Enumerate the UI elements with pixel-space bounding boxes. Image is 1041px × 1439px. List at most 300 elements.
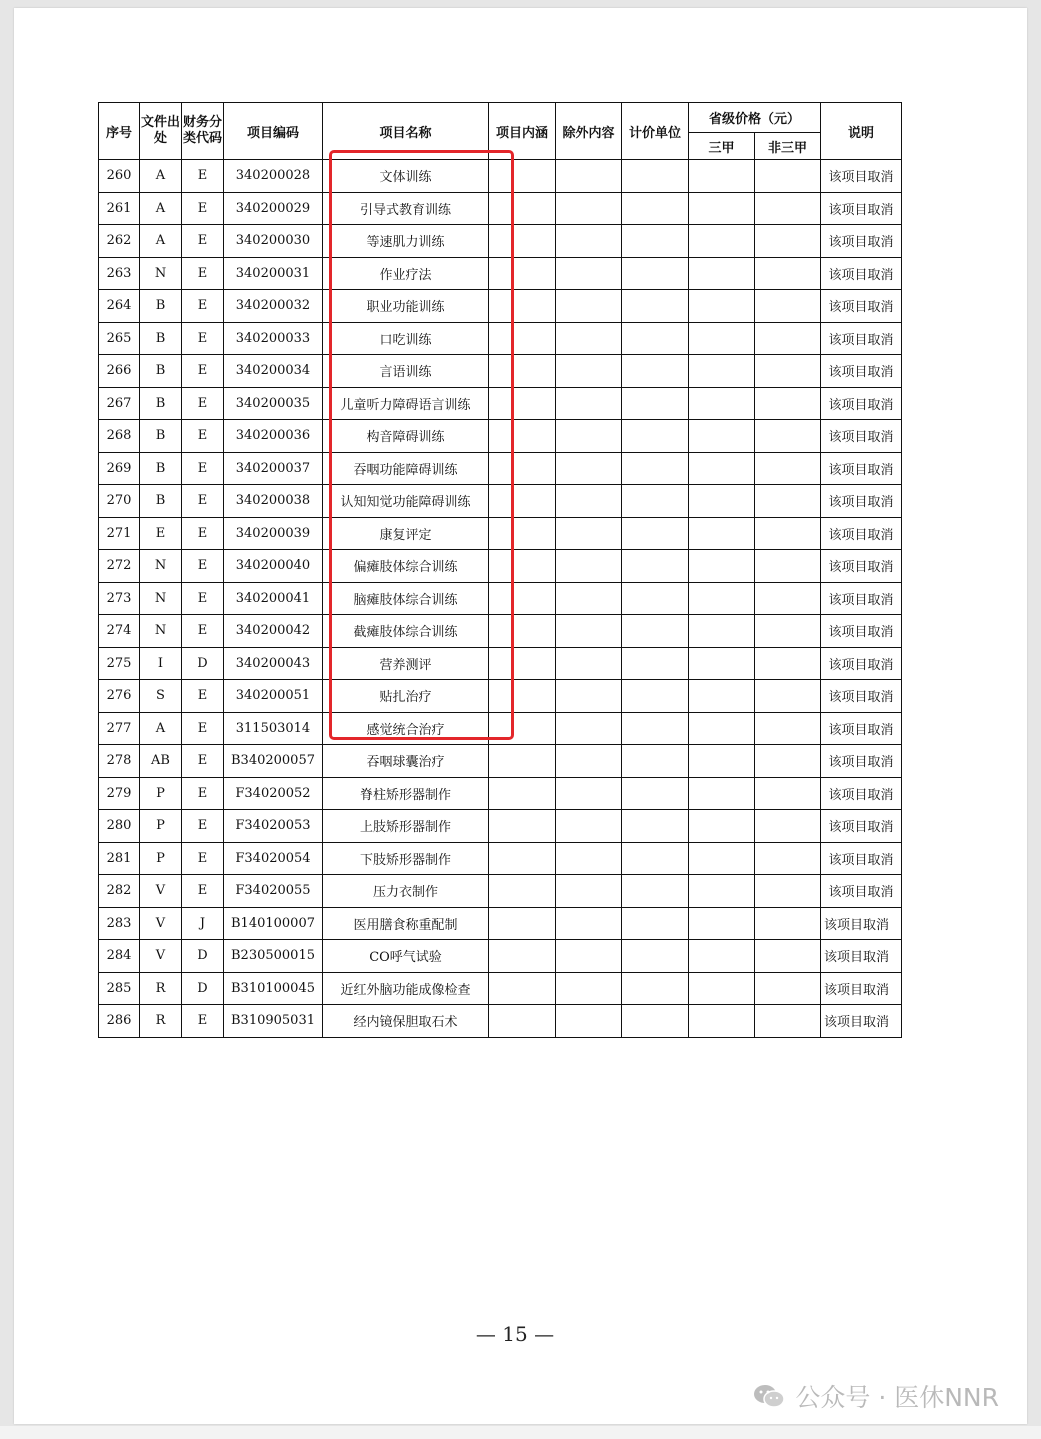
source-cell: I — [140, 647, 182, 680]
seq-cell: 262 — [99, 225, 140, 258]
note-cell: 该项目取消 — [821, 972, 902, 1005]
item-code-cell: 340200037 — [224, 452, 323, 485]
table-row — [99, 842, 902, 875]
finance-code-cell: E — [182, 680, 224, 713]
note-cell: 该项目取消 — [821, 485, 902, 518]
exclusions-cell — [556, 420, 622, 453]
connotation-cell — [489, 1005, 556, 1038]
unit-cell — [622, 647, 689, 680]
page-bottom-edge — [0, 1426, 1041, 1439]
table-row — [99, 1005, 902, 1038]
page-number: — 15 — — [475, 1322, 555, 1346]
connotation-cell — [489, 810, 556, 843]
tier3a-price-cell — [689, 680, 755, 713]
exclusions-cell — [556, 615, 622, 648]
tier3a-price-cell — [689, 550, 755, 583]
non-tier3a-price-cell — [755, 550, 821, 583]
tier3a-price-cell — [689, 192, 755, 225]
header-unit: 计价单位 — [622, 103, 689, 160]
non-tier3a-price-cell — [755, 420, 821, 453]
seq-cell: 267 — [99, 387, 140, 420]
item-code-cell: 340200034 — [224, 355, 323, 388]
note-cell: 该项目取消 — [821, 257, 902, 290]
non-tier3a-price-cell — [755, 680, 821, 713]
exclusions-cell — [556, 550, 622, 583]
note-cell: 该项目取消 — [821, 875, 902, 908]
non-tier3a-price-cell — [755, 842, 821, 875]
note-cell: 该项目取消 — [821, 192, 902, 225]
item-code-cell: F34020052 — [224, 777, 323, 810]
note-cell: 该项目取消 — [821, 745, 902, 778]
non-tier3a-price-cell — [755, 517, 821, 550]
source-cell: P — [140, 777, 182, 810]
item-code-cell: B230500015 — [224, 940, 323, 973]
tier3a-price-cell — [689, 290, 755, 323]
source-cell: B — [140, 485, 182, 518]
item-name-cell: 等速肌力训练 — [323, 225, 489, 258]
finance-code-cell: E — [182, 810, 224, 843]
item-name-cell: 贴扎治疗 — [323, 680, 489, 713]
tier3a-price-cell — [689, 322, 755, 355]
item-name-cell: 脑瘫肢体综合训练 — [323, 582, 489, 615]
source-cell: P — [140, 810, 182, 843]
table-row — [99, 907, 902, 940]
finance-code-cell: E — [182, 615, 224, 648]
unit-cell — [622, 907, 689, 940]
seq-cell: 277 — [99, 712, 140, 745]
unit-cell — [622, 810, 689, 843]
table-row — [99, 810, 902, 843]
unit-cell — [622, 160, 689, 193]
non-tier3a-price-cell — [755, 940, 821, 973]
source-cell: R — [140, 972, 182, 1005]
item-code-cell: 340200029 — [224, 192, 323, 225]
seq-cell: 285 — [99, 972, 140, 1005]
tier3a-price-cell — [689, 907, 755, 940]
tier3a-price-cell — [689, 355, 755, 388]
item-code-cell: 340200030 — [224, 225, 323, 258]
seq-cell: 282 — [99, 875, 140, 908]
item-name-cell: 偏瘫肢体综合训练 — [323, 550, 489, 583]
item-code-cell: 340200031 — [224, 257, 323, 290]
watermark-text: 公众号 · 医休NNR — [795, 1383, 999, 1412]
exclusions-cell — [556, 322, 622, 355]
source-cell: N — [140, 550, 182, 583]
connotation-cell — [489, 875, 556, 908]
tier3a-price-cell — [689, 420, 755, 453]
finance-code-cell: E — [182, 225, 224, 258]
tier3a-price-cell — [689, 940, 755, 973]
exclusions-cell — [556, 972, 622, 1005]
non-tier3a-price-cell — [755, 582, 821, 615]
non-tier3a-price-cell — [755, 257, 821, 290]
source-cell: AB — [140, 745, 182, 778]
unit-cell — [622, 387, 689, 420]
non-tier3a-price-cell — [755, 452, 821, 485]
non-tier3a-price-cell — [755, 225, 821, 258]
seq-cell: 280 — [99, 810, 140, 843]
table-row — [99, 875, 902, 908]
item-name-cell: 截瘫肢体综合训练 — [323, 615, 489, 648]
item-name-cell: 压力衣制作 — [323, 875, 489, 908]
finance-code-cell: E — [182, 517, 224, 550]
exclusions-cell — [556, 680, 622, 713]
source-cell: A — [140, 712, 182, 745]
tier3a-price-cell — [689, 842, 755, 875]
item-name-cell: 引导式教育训练 — [323, 192, 489, 225]
unit-cell — [622, 517, 689, 550]
exclusions-cell — [556, 647, 622, 680]
connotation-cell — [489, 972, 556, 1005]
header-tier3a: 三甲 — [689, 133, 755, 160]
seq-cell: 274 — [99, 615, 140, 648]
seq-cell: 281 — [99, 842, 140, 875]
unit-cell — [622, 290, 689, 323]
unit-cell — [622, 420, 689, 453]
note-cell: 该项目取消 — [821, 647, 902, 680]
seq-cell: 278 — [99, 745, 140, 778]
tier3a-price-cell — [689, 647, 755, 680]
seq-cell: 283 — [99, 907, 140, 940]
exclusions-cell — [556, 712, 622, 745]
exclusions-cell — [556, 160, 622, 193]
exclusions-cell — [556, 1005, 622, 1038]
exclusions-cell — [556, 842, 622, 875]
finance-code-cell: E — [182, 322, 224, 355]
unit-cell — [622, 550, 689, 583]
seq-cell: 284 — [99, 940, 140, 973]
note-cell: 该项目取消 — [821, 712, 902, 745]
item-name-cell: 吞咽功能障碍训练 — [323, 452, 489, 485]
finance-code-cell: E — [182, 712, 224, 745]
header-non-tier3a: 非三甲 — [755, 133, 821, 160]
item-code-cell: 340200028 — [224, 160, 323, 193]
note-cell: 该项目取消 — [821, 420, 902, 453]
seq-cell: 264 — [99, 290, 140, 323]
seq-cell: 261 — [99, 192, 140, 225]
header-seq: 序号 — [99, 103, 140, 160]
source-cell: B — [140, 387, 182, 420]
connotation-cell — [489, 940, 556, 973]
unit-cell — [622, 777, 689, 810]
item-code-cell: F34020055 — [224, 875, 323, 908]
note-cell: 该项目取消 — [821, 322, 902, 355]
item-code-cell: 340200035 — [224, 387, 323, 420]
wechat-icon — [753, 1383, 785, 1409]
tier3a-price-cell — [689, 160, 755, 193]
item-name-cell: 作业疗法 — [323, 257, 489, 290]
header-note: 说明 — [821, 103, 902, 160]
note-cell: 该项目取消 — [821, 387, 902, 420]
finance-code-cell: E — [182, 485, 224, 518]
seq-cell: 265 — [99, 322, 140, 355]
item-code-cell: 340200041 — [224, 582, 323, 615]
source-cell: N — [140, 582, 182, 615]
item-name-cell: CO呼气试验 — [323, 940, 489, 973]
tier3a-price-cell — [689, 615, 755, 648]
source-cell: A — [140, 192, 182, 225]
item-code-cell: F34020054 — [224, 842, 323, 875]
item-name-cell: 口吃训练 — [323, 322, 489, 355]
unit-cell — [622, 582, 689, 615]
header-connotation: 项目内涵 — [489, 103, 556, 160]
exclusions-cell — [556, 355, 622, 388]
finance-code-cell: E — [182, 420, 224, 453]
item-code-cell: 340200043 — [224, 647, 323, 680]
unit-cell — [622, 257, 689, 290]
connotation-cell — [489, 745, 556, 778]
note-cell: 该项目取消 — [821, 582, 902, 615]
seq-cell: 270 — [99, 485, 140, 518]
source-cell: P — [140, 842, 182, 875]
non-tier3a-price-cell — [755, 647, 821, 680]
tier3a-price-cell — [689, 452, 755, 485]
source-cell: V — [140, 907, 182, 940]
non-tier3a-price-cell — [755, 777, 821, 810]
header-price-group: 省级价格（元） — [689, 103, 821, 133]
unit-cell — [622, 842, 689, 875]
non-tier3a-price-cell — [755, 1005, 821, 1038]
unit-cell — [622, 712, 689, 745]
exclusions-cell — [556, 517, 622, 550]
source-cell: S — [140, 680, 182, 713]
exclusions-cell — [556, 387, 622, 420]
finance-code-cell: E — [182, 582, 224, 615]
item-code-cell: 340200036 — [224, 420, 323, 453]
item-name-cell: 感觉统合治疗 — [323, 712, 489, 745]
tier3a-price-cell — [689, 582, 755, 615]
source-cell: B — [140, 322, 182, 355]
note-cell: 该项目取消 — [821, 225, 902, 258]
note-cell: 该项目取消 — [821, 550, 902, 583]
item-code-cell: B310100045 — [224, 972, 323, 1005]
unit-cell — [622, 940, 689, 973]
finance-code-cell: E — [182, 257, 224, 290]
tier3a-price-cell — [689, 387, 755, 420]
source-cell: R — [140, 1005, 182, 1038]
non-tier3a-price-cell — [755, 355, 821, 388]
note-cell: 该项目取消 — [821, 810, 902, 843]
source-cell: N — [140, 615, 182, 648]
item-name-cell: 脊柱矫形器制作 — [323, 777, 489, 810]
non-tier3a-price-cell — [755, 712, 821, 745]
non-tier3a-price-cell — [755, 387, 821, 420]
non-tier3a-price-cell — [755, 322, 821, 355]
connotation-cell — [489, 907, 556, 940]
tier3a-price-cell — [689, 810, 755, 843]
finance-code-cell: E — [182, 842, 224, 875]
source-cell: B — [140, 420, 182, 453]
exclusions-cell — [556, 257, 622, 290]
note-cell: 该项目取消 — [821, 160, 902, 193]
finance-code-cell: D — [182, 647, 224, 680]
source-cell: V — [140, 940, 182, 973]
finance-code-cell: E — [182, 745, 224, 778]
unit-cell — [622, 972, 689, 1005]
table-row — [99, 777, 902, 810]
exclusions-cell — [556, 452, 622, 485]
item-code-cell: 340200040 — [224, 550, 323, 583]
exclusions-cell — [556, 485, 622, 518]
unit-cell — [622, 192, 689, 225]
header-source: 文件出处 — [140, 103, 182, 160]
note-cell: 该项目取消 — [821, 842, 902, 875]
item-name-cell: 经内镜保胆取石术 — [323, 1005, 489, 1038]
tier3a-price-cell — [689, 777, 755, 810]
unit-cell — [622, 745, 689, 778]
unit-cell — [622, 355, 689, 388]
header-item-name: 项目名称 — [323, 103, 489, 160]
connotation-cell — [489, 777, 556, 810]
finance-code-cell: E — [182, 875, 224, 908]
seq-cell: 269 — [99, 452, 140, 485]
item-name-cell: 认知知觉功能障碍训练 — [323, 485, 489, 518]
finance-code-cell: E — [182, 1005, 224, 1038]
seq-cell: 271 — [99, 517, 140, 550]
exclusions-cell — [556, 290, 622, 323]
seq-cell: 260 — [99, 160, 140, 193]
unit-cell — [622, 485, 689, 518]
exclusions-cell — [556, 810, 622, 843]
source-cell: E — [140, 517, 182, 550]
item-code-cell: 340200042 — [224, 615, 323, 648]
source-cell: N — [140, 257, 182, 290]
finance-code-cell: E — [182, 777, 224, 810]
exclusions-cell — [556, 582, 622, 615]
unit-cell — [622, 452, 689, 485]
tier3a-price-cell — [689, 517, 755, 550]
item-name-cell: 构音障碍训练 — [323, 420, 489, 453]
finance-code-cell: E — [182, 550, 224, 583]
seq-cell: 286 — [99, 1005, 140, 1038]
finance-code-cell: E — [182, 160, 224, 193]
seq-cell: 273 — [99, 582, 140, 615]
finance-code-cell: J — [182, 907, 224, 940]
tier3a-price-cell — [689, 875, 755, 908]
tier3a-price-cell — [689, 745, 755, 778]
connotation-cell — [489, 842, 556, 875]
header-exclusions: 除外内容 — [556, 103, 622, 160]
note-cell: 该项目取消 — [821, 290, 902, 323]
non-tier3a-price-cell — [755, 875, 821, 908]
non-tier3a-price-cell — [755, 745, 821, 778]
item-code-cell: B340200057 — [224, 745, 323, 778]
non-tier3a-price-cell — [755, 160, 821, 193]
item-name-cell: 上肢矫形器制作 — [323, 810, 489, 843]
header-item-code: 项目编码 — [224, 103, 323, 160]
non-tier3a-price-cell — [755, 907, 821, 940]
item-name-cell: 近红外脑功能成像检查 — [323, 972, 489, 1005]
unit-cell — [622, 875, 689, 908]
seq-cell: 275 — [99, 647, 140, 680]
seq-cell: 263 — [99, 257, 140, 290]
source-cell: A — [140, 225, 182, 258]
note-cell: 该项目取消 — [821, 517, 902, 550]
finance-code-cell: E — [182, 387, 224, 420]
non-tier3a-price-cell — [755, 485, 821, 518]
item-code-cell: 311503014 — [224, 712, 323, 745]
seq-cell: 279 — [99, 777, 140, 810]
item-code-cell: 340200039 — [224, 517, 323, 550]
unit-cell — [622, 322, 689, 355]
finance-code-cell: E — [182, 355, 224, 388]
exclusions-cell — [556, 875, 622, 908]
source-cell: B — [140, 355, 182, 388]
item-code-cell: 340200033 — [224, 322, 323, 355]
unit-cell — [622, 680, 689, 713]
item-name-cell: 言语训练 — [323, 355, 489, 388]
tier3a-price-cell — [689, 257, 755, 290]
table-row — [99, 972, 902, 1005]
item-code-cell: B140100007 — [224, 907, 323, 940]
seq-cell: 276 — [99, 680, 140, 713]
unit-cell — [622, 1005, 689, 1038]
item-code-cell: F34020053 — [224, 810, 323, 843]
exclusions-cell — [556, 192, 622, 225]
tier3a-price-cell — [689, 712, 755, 745]
finance-code-cell: E — [182, 452, 224, 485]
note-cell: 该项目取消 — [821, 907, 902, 940]
note-cell: 该项目取消 — [821, 1005, 902, 1038]
item-name-cell: 医用膳食称重配制 — [323, 907, 489, 940]
non-tier3a-price-cell — [755, 192, 821, 225]
finance-code-cell: D — [182, 940, 224, 973]
seq-cell: 268 — [99, 420, 140, 453]
non-tier3a-price-cell — [755, 972, 821, 1005]
note-cell: 该项目取消 — [821, 777, 902, 810]
highlight-box — [329, 150, 514, 740]
tier3a-price-cell — [689, 1005, 755, 1038]
unit-cell — [622, 615, 689, 648]
table-row — [99, 745, 902, 778]
non-tier3a-price-cell — [755, 615, 821, 648]
item-code-cell: B310905031 — [224, 1005, 323, 1038]
source-cell: B — [140, 290, 182, 323]
source-cell: A — [140, 160, 182, 193]
non-tier3a-price-cell — [755, 290, 821, 323]
finance-code-cell: E — [182, 192, 224, 225]
item-name-cell: 营养测评 — [323, 647, 489, 680]
watermark — [753, 1378, 999, 1414]
note-cell: 该项目取消 — [821, 615, 902, 648]
item-name-cell: 职业功能训练 — [323, 290, 489, 323]
note-cell: 该项目取消 — [821, 452, 902, 485]
note-cell: 该项目取消 — [821, 680, 902, 713]
note-cell: 该项目取消 — [821, 355, 902, 388]
seq-cell: 266 — [99, 355, 140, 388]
exclusions-cell — [556, 777, 622, 810]
finance-code-cell: E — [182, 290, 224, 323]
header-finance-code: 财务分类代码 — [182, 103, 224, 160]
item-name-cell: 儿童听力障碍语言训练 — [323, 387, 489, 420]
table-row — [99, 940, 902, 973]
exclusions-cell — [556, 225, 622, 258]
finance-code-cell: D — [182, 972, 224, 1005]
item-name-cell: 康复评定 — [323, 517, 489, 550]
item-name-cell: 下肢矫形器制作 — [323, 842, 489, 875]
tier3a-price-cell — [689, 485, 755, 518]
non-tier3a-price-cell — [755, 810, 821, 843]
item-code-cell: 340200051 — [224, 680, 323, 713]
item-name-cell: 文体训练 — [323, 160, 489, 193]
seq-cell: 272 — [99, 550, 140, 583]
source-cell: B — [140, 452, 182, 485]
tier3a-price-cell — [689, 972, 755, 1005]
exclusions-cell — [556, 745, 622, 778]
exclusions-cell — [556, 940, 622, 973]
item-code-cell: 340200038 — [224, 485, 323, 518]
item-name-cell: 吞咽球囊治疗 — [323, 745, 489, 778]
